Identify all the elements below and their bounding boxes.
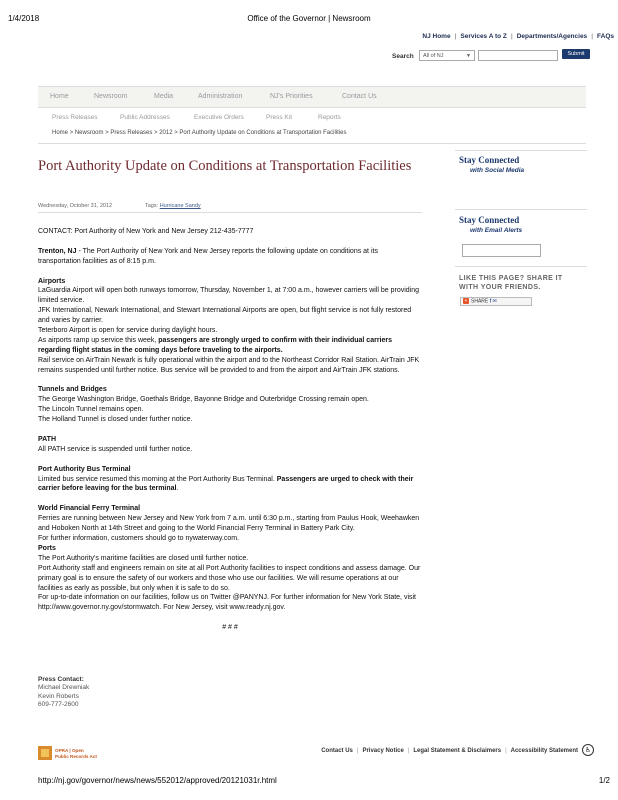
paragraph: All PATH service is suspended until further notice. — [38, 445, 193, 453]
paragraph: The Port Authority's maritime facilities are closed until further notice. — [38, 554, 249, 562]
top-links: NJ Home | Services A to Z | Departments/Agencies | FAQs — [422, 33, 614, 40]
page-number: 1/2 — [598, 776, 610, 785]
subnav-reports[interactable]: Reports — [318, 114, 341, 121]
nav-nj-priorities[interactable]: NJ's Priorities — [270, 93, 313, 100]
search-label: Search — [392, 53, 414, 60]
paragraph: As airports ramp up service this week, passengers are strongly urged to confirm with their individual carriers regarding flight status in the coming days before traveling to the airports. — [38, 336, 393, 354]
press-contact: Press Contact: Michael Drewniak Kevin Roberts 609-777-2600 — [38, 676, 90, 709]
subnav-executive-orders[interactable]: Executive Orders — [194, 114, 244, 121]
nav-newsroom[interactable]: Newsroom — [94, 93, 128, 100]
search-scope-select[interactable]: All of NJ ▼ — [419, 50, 475, 61]
accessibility-icon[interactable]: ♿ — [582, 744, 594, 756]
section-heading: Airports — [38, 277, 66, 285]
paragraph: Ferries are running between New Jersey and New York from 7 a.m. until 6:30 p.m., starting from Paulus Hook, Weehawken and Hoboken North at 14th Street and going to the World Financial Ferry Terminal in Battery Park City. — [38, 515, 420, 533]
link-services-a-to-z[interactable]: Services A to Z — [460, 33, 507, 40]
nav-administration[interactable]: Administration — [198, 93, 243, 100]
contact-phone: 609-777-2600 — [38, 701, 79, 709]
paragraph: For further information, customers should go to nywaterway.com. — [38, 535, 240, 542]
divider — [455, 209, 587, 210]
nav-contact-us[interactable]: Contact Us — [342, 93, 377, 100]
paragraph: Rail service on AirTrain Newark is fully operational within the airport and to the Northeast Corridor Rail Station. AirTrain JFK remains suspended until further notice. Bus service will be provided to and from the airport and AirTrain JFK stations. — [38, 356, 420, 374]
email-subtitle[interactable]: with Email Alerts — [470, 227, 523, 234]
chevron-down-icon: ▼ — [466, 53, 471, 59]
end-mark: # # # — [222, 624, 238, 632]
paragraph: Limited bus service resumed this morning at the Port Authority Bus Terminal. Passengers are urged to check with their carrier before leaving for the bus terminal. — [38, 475, 414, 493]
share-prompt: LIKE THIS PAGE? SHARE IT WITH YOUR FRIENDS. — [459, 275, 563, 291]
paragraph: JFK International, Newark International, and Stewart International Airports are open, but flight service is not fully restored and varies by carrier. — [38, 307, 412, 325]
paragraph: The Holland Tunnel is closed under further notice. — [38, 416, 193, 424]
subnav-press-releases[interactable]: Press Releases — [52, 114, 98, 121]
divider — [455, 266, 587, 267]
opra-logo[interactable] — [38, 745, 106, 761]
plus-icon: + — [464, 298, 468, 304]
main-nav — [38, 86, 586, 108]
paragraph: The Lincoln Tunnel remains open. — [38, 406, 144, 414]
submit-button[interactable]: Submit — [562, 49, 590, 59]
tag-hurricane-sandy[interactable]: Hurricane Sandy — [159, 203, 201, 209]
print-url: http://nj.gov/governor/news/news/552012/approved/20121031r.html — [38, 776, 277, 785]
paragraph: Port Authority staff and engineers remain on site at all Port Authority facilities to inspect conditions and assess damage. Our primary goal is to ensure the safety of our workers and those who use our facilities. We will resume operations at our facilities as early as possible, but only when it is safe to do so. — [38, 564, 421, 592]
paragraph: For up-to-date information on our facilities, follow us on Twitter @PANYNJ. For further information for New York State, visit http://www.governor.ny.gov/stormwatch. For New Jersey, visit www.ready.nj.gov. — [38, 594, 416, 612]
footer-contact-us[interactable]: Contact Us — [321, 748, 353, 754]
divider — [455, 150, 587, 151]
article-body — [38, 227, 422, 633]
link-faqs[interactable]: FAQs — [597, 33, 614, 40]
divider — [38, 212, 422, 213]
email-title: Stay Connected — [459, 215, 520, 225]
subnav-public-addresses[interactable]: Public Addresses — [120, 114, 170, 121]
footer-accessibility[interactable]: Accessibility Statement — [510, 748, 578, 754]
social-icons: f ✉ — [489, 298, 497, 305]
contact-name: Kevin Roberts — [38, 692, 79, 700]
section-heading: Ports — [38, 544, 56, 552]
print-date: 1/4/2018 — [8, 14, 40, 23]
contact-name: Michael Drewniak — [38, 684, 90, 692]
footer-legal-statement[interactable]: Legal Statement & Disclaimers — [413, 748, 502, 754]
breadcrumb[interactable]: Home > Newsroom > Press Releases > 2012 > Port Authority Update on Conditions at Transportation Facilities — [52, 130, 347, 136]
subnav-press-kit[interactable]: Press Kit — [266, 114, 293, 121]
search-input[interactable] — [478, 50, 558, 61]
svg-text:OPRA | Open: OPRA | Open — [55, 748, 84, 753]
section-heading: Tunnels and Bridges — [38, 386, 107, 394]
print-title: Office of the Governor | Newsroom — [247, 14, 371, 23]
nav-home[interactable]: Home — [50, 93, 69, 100]
footer-privacy-notice[interactable]: Privacy Notice — [362, 748, 404, 754]
page-title: Port Authority Update on Conditions at Transportation Facilities — [38, 158, 412, 174]
footer-links: Contact Us | Privacy Notice | Legal Statement & Disclaimers | Accessibility Statement — [321, 748, 578, 754]
section-heading: PATH — [38, 435, 57, 443]
nav-media[interactable]: Media — [154, 93, 174, 100]
section-heading: Port Authority Bus Terminal — [38, 465, 131, 473]
article-date: Wednesday, October 31, 2012 — [38, 203, 113, 209]
contact-line: CONTACT: Port Authority of New York and New Jersey 212-435-7777 — [38, 228, 254, 235]
intro-paragraph: Trenton, NJ - The Port Authority of New York and New Jersey reports the following update on conditions at its transportation facilities as of 8:15 p.m. — [38, 247, 378, 265]
paragraph: Teterboro Airport is open for service during daylight hours. — [38, 327, 218, 335]
article-tags: Tags: Hurricane Sandy — [145, 203, 201, 209]
paragraph: The George Washington Bridge, Goethals Bridge, Bayonne Bridge and Outerbridge Crossing remain open. — [38, 396, 369, 404]
link-nj-home[interactable]: NJ Home — [422, 33, 451, 40]
email-input[interactable] — [462, 244, 541, 257]
social-subtitle[interactable]: with Social Media — [470, 167, 525, 174]
link-departments-agencies[interactable]: Departments/Agencies — [516, 33, 588, 40]
svg-text:Public Records Act: Public Records Act — [55, 754, 97, 759]
divider — [38, 143, 586, 144]
paragraph: LaGuardia Airport will open both runways tomorrow, Thursday, November 1, at 7:00 a.m., however carriers will be providing limited service. — [38, 287, 420, 305]
section-heading: World Financial Ferry Terminal — [38, 505, 141, 513]
social-title: Stay Connected — [459, 155, 520, 165]
share-button[interactable]: + SHARE f ✉ — [460, 297, 532, 306]
